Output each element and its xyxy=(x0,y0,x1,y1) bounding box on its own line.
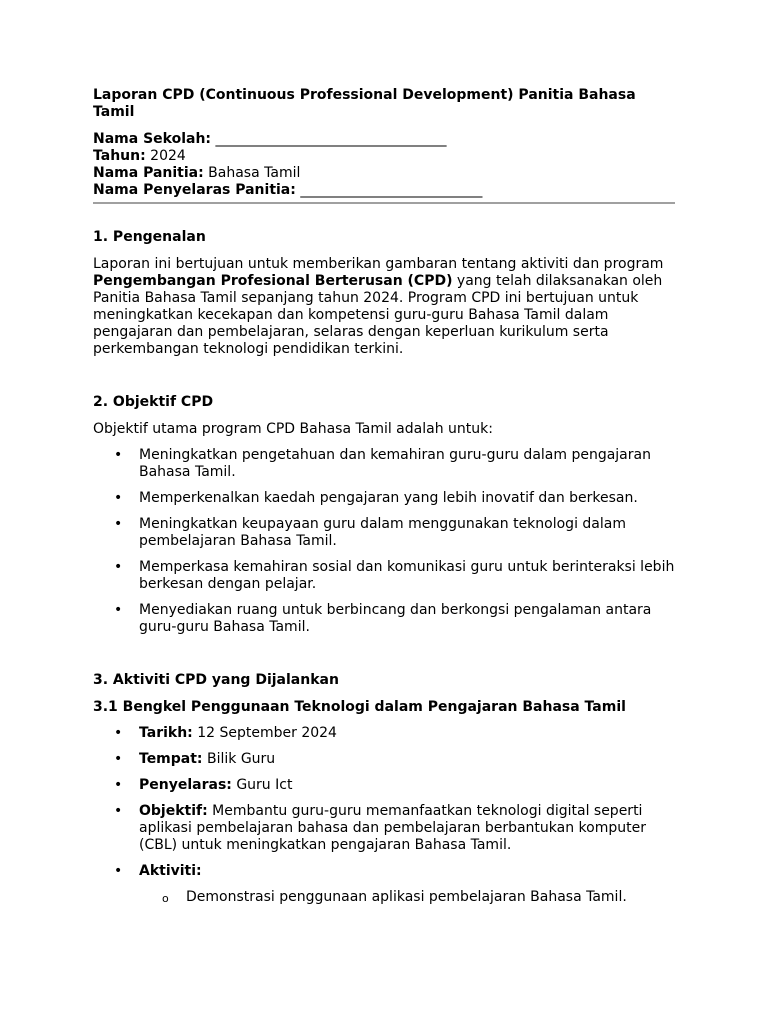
circle-bullet-icon: o xyxy=(162,892,169,905)
objective-label: Objektif: xyxy=(139,803,208,819)
activities-sublist xyxy=(93,889,675,906)
meta-panel-value: Bahasa Tamil xyxy=(208,165,301,181)
horizontal-divider xyxy=(93,202,675,204)
list-item xyxy=(93,447,675,481)
meta-coordinator-value: __________________________ xyxy=(300,182,483,198)
bullet-icon: • xyxy=(114,725,123,741)
meta-coordinator-label: Nama Penyelaras Panitia: xyxy=(93,182,296,198)
document-page xyxy=(93,87,675,906)
activity-text: Demonstrasi penggunaan aplikasi pembelajaran Bahasa Tamil. xyxy=(186,889,627,905)
section-1-paragraph xyxy=(93,256,675,358)
date-label: Tarikh: xyxy=(139,725,193,741)
objective-text: Memperkenalkan kaedah pengajaran yang lebih inovatif dan berkesan. xyxy=(139,490,638,506)
place-label: Tempat: xyxy=(139,751,203,767)
objective-text: Meningkatkan keupayaan guru dalam menggunakan teknologi dalam pembelajaran Bahasa Tamil. xyxy=(139,516,626,549)
section-1-heading: 1. Pengenalan xyxy=(93,229,206,245)
objective-text: Meningkatkan pengetahuan dan kemahiran guru-guru dalam pengajaran Bahasa Tamil. xyxy=(139,447,651,480)
list-item xyxy=(93,889,675,906)
section-2-heading: 2. Objektif CPD xyxy=(93,394,214,410)
section-3-heading: 3. Aktiviti CPD yang Dijalankan xyxy=(93,672,339,688)
list-item xyxy=(93,725,675,742)
bullet-icon: • xyxy=(114,559,123,575)
coordinator-label: Penyelaras: xyxy=(139,777,232,793)
objectives-list xyxy=(93,447,675,636)
objective-value: Membantu guru-guru memanfaatkan teknologi digital seperti aplikasi pembelajaran bahasa dan pembelajaran berbantukan komputer (CBL) untuk meningkatkan pengajaran Bahasa Tamil. xyxy=(139,803,646,853)
list-item xyxy=(93,516,675,550)
meta-school-row xyxy=(93,131,675,148)
bullet-icon: • xyxy=(114,602,123,618)
activity-label: Aktiviti: xyxy=(139,863,202,879)
section-1-text-end: yang telah dilaksanakan oleh Panitia Bahasa Tamil sepanjang tahun 2024. Program CPD ini bertujuan untuk meningkatkan kecekapan dan kompetensi guru-guru Bahasa Tamil dalam pengajaran dan pembelajaran, selaras dengan keperluan kurikulum serta perkembangan teknologi pendidikan terkini. xyxy=(93,273,663,357)
meta-panel-row xyxy=(93,165,675,182)
section-1-text-start: Laporan ini bertujuan untuk memberikan gambaran tentang aktiviti dan program xyxy=(93,256,664,272)
bullet-icon: • xyxy=(114,490,123,506)
coordinator-value: Guru Ict xyxy=(236,777,293,793)
objective-text: Memperkasa kemahiran sosial dan komunikasi guru untuk berinteraksi lebih berkesan dengan pelajar. xyxy=(139,559,675,592)
document-meta xyxy=(93,131,675,199)
meta-school-label: Nama Sekolah: xyxy=(93,131,212,147)
document-title: Laporan CPD (Continuous Professional Development) Panitia Bahasa Tamil xyxy=(93,87,636,120)
bullet-icon: • xyxy=(114,777,123,793)
section-1-bold-term: Pengembangan Profesional Berterusan (CPD) xyxy=(93,273,453,289)
bullet-icon: • xyxy=(114,751,123,767)
list-item xyxy=(93,490,675,507)
list-item xyxy=(93,777,675,794)
objective-text: Menyediakan ruang untuk berbincang dan berkongsi pengalaman antara guru-guru Bahasa Tamil. xyxy=(139,602,652,635)
list-item xyxy=(93,803,675,854)
workshop-details-list xyxy=(93,725,675,880)
list-item xyxy=(93,751,675,768)
bullet-icon: • xyxy=(114,803,123,819)
bullet-icon: • xyxy=(114,516,123,532)
list-item xyxy=(93,863,675,880)
meta-school-value: _________________________________ xyxy=(215,131,447,147)
section-2-intro: Objektif utama program CPD Bahasa Tamil adalah untuk: xyxy=(93,421,493,437)
place-value: Bilik Guru xyxy=(207,751,276,767)
meta-year-value: 2024 xyxy=(150,148,186,164)
meta-year-row xyxy=(93,148,675,165)
section-3-1-heading: 3.1 Bengkel Penggunaan Teknologi dalam Pengajaran Bahasa Tamil xyxy=(93,699,626,715)
bullet-icon: • xyxy=(114,447,123,463)
date-value: 12 September 2024 xyxy=(197,725,337,741)
meta-panel-label: Nama Panitia: xyxy=(93,165,204,181)
list-item xyxy=(93,559,675,593)
meta-coordinator-row xyxy=(93,182,675,199)
bullet-icon: • xyxy=(114,863,123,879)
meta-year-label: Tahun: xyxy=(93,148,146,164)
list-item xyxy=(93,602,675,636)
